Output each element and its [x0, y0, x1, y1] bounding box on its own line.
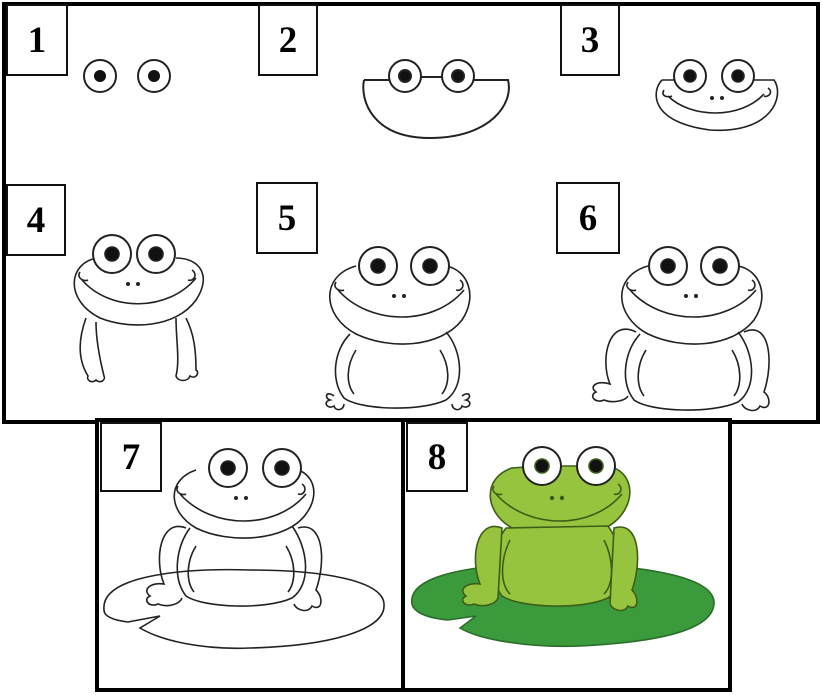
step-number-7: 7	[100, 422, 162, 492]
step-number-6: 6	[556, 182, 620, 254]
step-number-3: 3	[560, 4, 620, 76]
step-number-4: 4	[6, 184, 66, 256]
step-3-drawing	[656, 60, 777, 130]
step-number-1: 1	[6, 4, 68, 76]
step-5-drawing	[326, 247, 470, 410]
step-6-drawing	[593, 247, 769, 410]
step-4-drawing	[74, 235, 203, 382]
step-2-drawing	[363, 60, 509, 138]
step-number-2: 2	[258, 4, 318, 76]
step-number-5: 5	[256, 182, 318, 254]
step-1-drawing	[84, 60, 170, 92]
step-number-8: 8	[406, 422, 468, 492]
